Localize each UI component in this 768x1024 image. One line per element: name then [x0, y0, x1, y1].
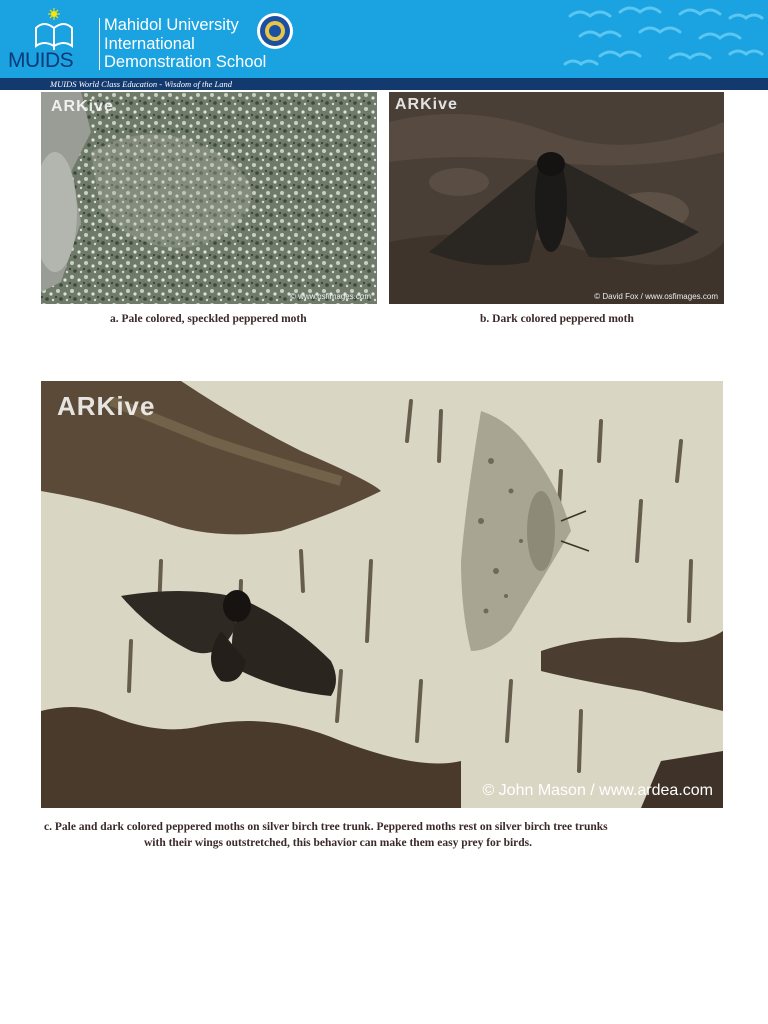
caption-c-line-2: with their wings outstretched, this behavior can make them easy prey for birds. [144, 837, 533, 849]
school-logo-text: MUIDS [8, 49, 74, 72]
birds-decoration-icon [560, 4, 766, 76]
photo-credit: © John Mason / www.ardea.com [482, 782, 713, 799]
photo-credit: © www.osfimages.com [289, 292, 371, 301]
photo-pale-moth [41, 92, 377, 304]
tagline-bar [0, 78, 768, 90]
photo-birch-moths [41, 381, 723, 808]
dark-moth-image [389, 92, 724, 304]
school-name-line-3: Demonstration School [104, 53, 267, 71]
arkive-watermark: ARKive [57, 391, 156, 421]
university-seal-icon [256, 12, 294, 50]
arkive-watermark: ARKive [51, 98, 114, 115]
pale-moth-image [41, 92, 377, 304]
school-header-banner [0, 0, 768, 78]
birch-moths-image [41, 381, 723, 808]
school-name-line-2: International [104, 34, 195, 53]
school-name-line-1: Mahidol University [104, 16, 239, 34]
photo-credit: © David Fox / www.osfimages.com [594, 292, 718, 301]
school-tagline: MUIDS World Class Education - Wisdom of the Land [50, 79, 232, 89]
caption-a: a. Pale colored, speckled peppered moth [110, 313, 307, 325]
school-name [104, 16, 266, 72]
header-divider [99, 18, 100, 70]
caption-c-line-1: c. Pale and dark colored peppered moths on silver birch tree trunk. Peppered moths rest on silver birch tree trunks [44, 821, 608, 833]
photo-dark-moth [389, 92, 724, 304]
arkive-watermark: ARKive [395, 96, 458, 113]
caption-b: b. Dark colored peppered moth [480, 313, 634, 325]
caption-c [44, 819, 724, 851]
